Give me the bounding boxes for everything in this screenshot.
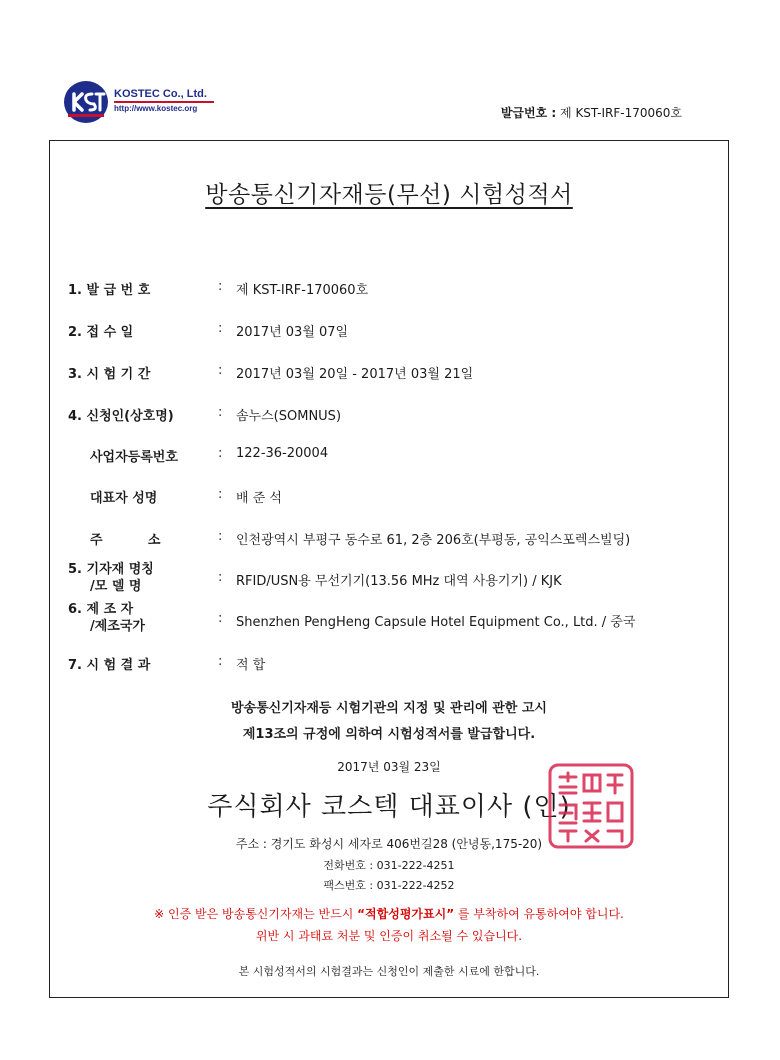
row-value: Shenzhen PengHeng Capsule Hotel Equipment Co., Ltd. / 중국 <box>236 615 636 630</box>
row-colon: : <box>218 279 223 294</box>
row-colon: : <box>218 321 223 336</box>
result-scope-footnote: 본 시험성적서의 시험결과는 신청인이 제출한 시료에 한합니다. <box>238 965 540 978</box>
row-value: 인천광역시 부평구 동수로 61, 2층 206호(부평동, 공익스포렉스빌딩) <box>236 533 631 548</box>
row-colon: : <box>218 446 223 461</box>
row-label: 3. 시 험 기 간 <box>68 367 151 382</box>
row-colon: : <box>218 363 223 378</box>
row-value: 2017년 03월 20일 - 2017년 03월 21일 <box>236 367 474 382</box>
row-colon: : <box>218 654 223 669</box>
issue-number-label: 발급번호 : <box>500 106 557 120</box>
row-colon: : <box>218 570 223 585</box>
conformity-mark-label: “적합성평가표시” <box>357 907 455 921</box>
issue-number-value: 제 KST-IRF-170060호 <box>560 106 682 120</box>
logo-divider <box>114 101 214 103</box>
issue-number-header <box>501 104 682 121</box>
row-label: 사업자등록번호 <box>90 450 178 465</box>
row-value: 배 준 석 <box>236 491 282 506</box>
row-label: 7. 시 험 결 과 <box>68 658 151 673</box>
row-label: 2. 접 수 일 <box>68 325 134 340</box>
row-value: 제 KST-IRF-170060호 <box>236 283 369 298</box>
row-colon: : <box>218 487 223 502</box>
row-label: 4. 신청인(상호명) <box>68 409 174 424</box>
row-colon: : <box>218 611 223 626</box>
row-value: 솜누스(SOMNUS) <box>236 409 342 424</box>
row-label: 대표자 성명 <box>90 491 158 506</box>
document-title: 방송통신기자재등(무선) 시험성적서 <box>205 182 573 208</box>
company-phone: 전화번호 : 031-222-4251 <box>323 859 455 872</box>
row-value: 122-36-20004 <box>236 446 329 461</box>
issue-date: 2017년 03월 23일 <box>337 760 441 774</box>
company-address: 주소 : 경기도 화성시 세자로 406번길28 (안녕동,175-20) <box>235 837 543 851</box>
legal-notice: 방송통신기자재등 시험기관의 지정 및 관리에 관한 고시 제13조의 규정에 의하여 시험성적서를 발급합니다. <box>231 701 547 742</box>
row-label: 주 소 <box>90 533 161 548</box>
row-label: 6. 제 조 자 /제조국가 <box>68 602 145 634</box>
kostec-logo-icon <box>62 80 116 124</box>
logo-url: http://www.kostec.org <box>114 104 198 113</box>
logo-name: KOSTEC Co., Ltd. <box>114 88 207 100</box>
row-value: 적 합 <box>236 658 266 673</box>
certification-warning: ※ 인증 받은 방송통신기자재는 반드시 “적합성평가표시” 를 부착하여 유통하여야 합니다. 위반 시 과태료 처분 및 인증이 취소될 수 있습니다. <box>154 907 624 943</box>
row-colon: : <box>218 405 223 420</box>
company-fax: 팩스번호 : 031-222-4252 <box>323 879 455 892</box>
row-label: 1. 발 급 번 호 <box>68 283 151 298</box>
company-signature: 주식회사 코스텍 대표이사 (인) <box>207 792 571 822</box>
row-value: RFID/USN용 무선기기(13.56 MHz 대역 사용기기) / KJK <box>236 574 562 589</box>
row-colon: : <box>218 529 223 544</box>
row-label: 5. 기자재 명칭 /모 델 명 <box>68 562 154 594</box>
header <box>60 78 740 128</box>
row-value: 2017년 03월 07일 <box>236 325 349 340</box>
certificate-frame <box>49 140 729 998</box>
